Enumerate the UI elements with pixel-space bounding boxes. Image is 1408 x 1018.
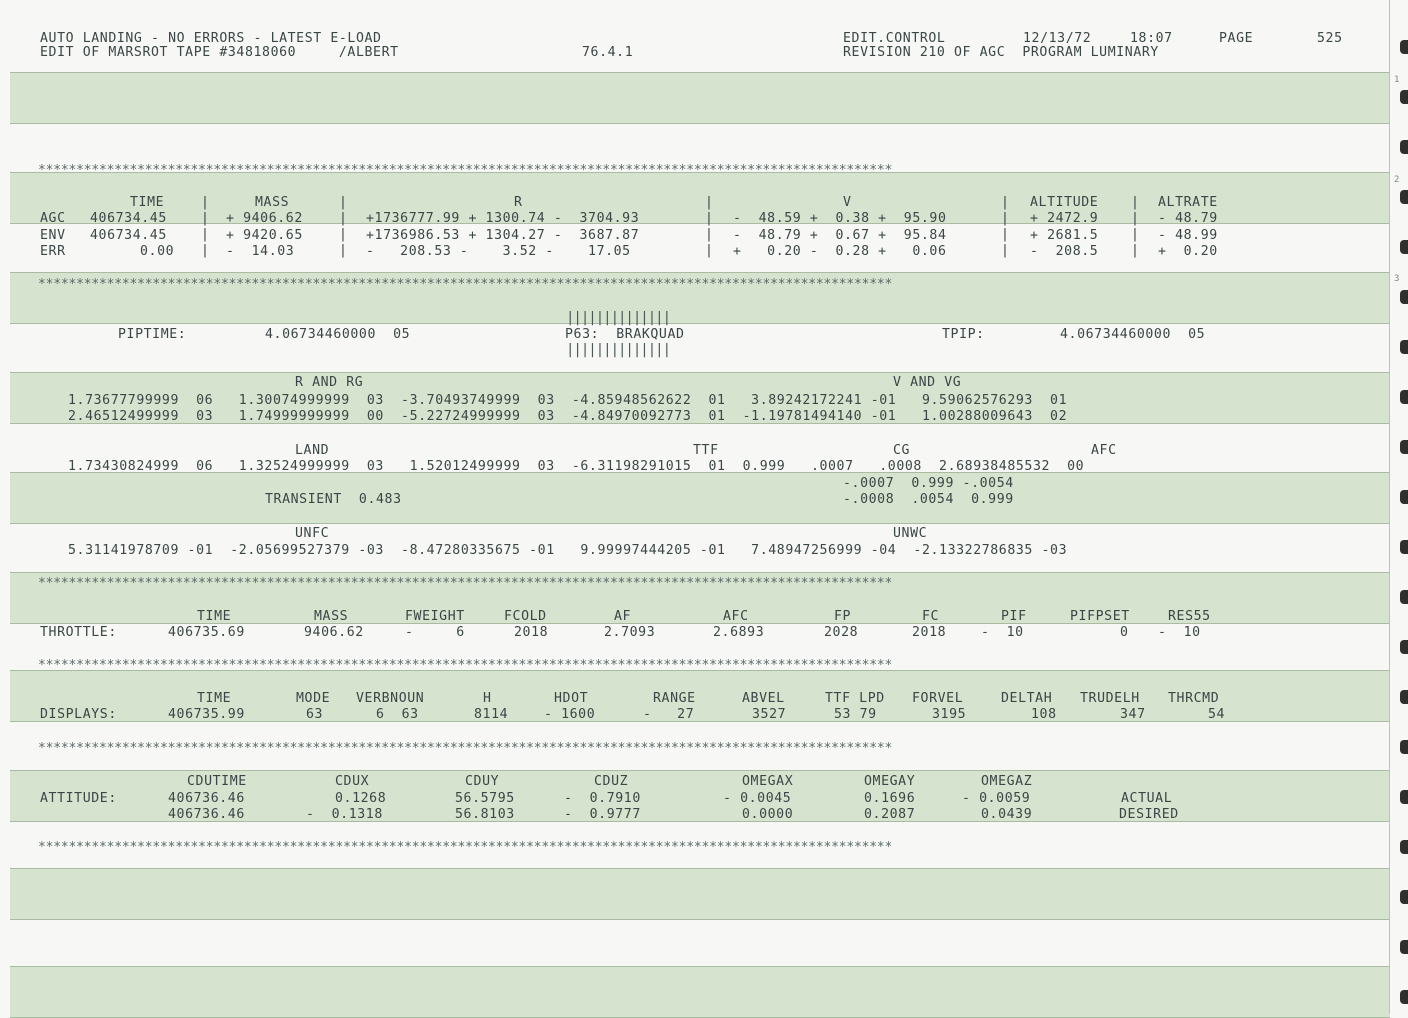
displays-cell: 406735.99 [168,707,245,722]
displays-cell: 3527 [752,707,787,722]
altrate-cell: - 48.79 [1158,211,1218,226]
attitude-cell: - 0.9777 [564,807,641,822]
column-header: MODE [296,691,331,706]
feed-hole-icon [1400,490,1408,504]
displays-cell: - 1600 [544,707,596,722]
paper-band [10,966,1390,1018]
program-bars: |||||||||||||| [566,310,671,326]
column-header: VERBNOUN [356,691,425,706]
column-header: PIF [1001,609,1027,624]
column-header: H [483,691,492,706]
version-number: 76.4.1 [582,45,634,60]
vector-row: 2.46512499999 03 1.74999999999 00 -5.22724999999 03 -4.84970092773 01 -1.19781494140 -01 1.00288009643 02 [68,409,1068,424]
displays-cell: 3195 [932,707,967,722]
column-divider: | | | | [201,195,210,258]
column-header: MASS [255,195,290,210]
column-divider: | | | | [705,195,714,258]
throttle-cell: - 6 [405,625,465,640]
desired-label: DESIRED [1119,807,1179,822]
attitude-cell: 0.0000 [742,807,794,822]
program-name: P63: BRAKQUAD [565,327,685,342]
feed-hole-icon [1400,340,1408,354]
piptime-label: PIPTIME: [118,327,187,342]
vector-row: 5.31141978709 -01 -2.05699527379 -03 -8.47280335675 -01 9.99997444205 -01 7.48947256999 -04 -2.13322786835 -03 [68,543,1068,558]
column-header: HDOT [554,691,589,706]
r-and-rg-label: R AND RG [295,375,364,390]
asterisk-separator: **************************************************************************************************************** [38,659,893,673]
column-header: CDUY [465,774,500,789]
column-header: TTF LPD [825,691,885,706]
paper-edge [1389,0,1390,1014]
column-header: ALTITUDE [1030,195,1099,210]
transient-value: TRANSIENT 0.483 [265,492,402,507]
column-header: FCOLD [504,609,547,624]
vector-row: 1.73430824999 06 1.32524999999 03 1.52012499999 03 -6.31198291015 01 0.999 .0007 .0008 2.68938485532 00 [68,459,1085,474]
column-header: FWEIGHT [405,609,465,624]
piptime-value: 4.06734460000 05 [265,327,411,342]
column-header: OMEGAY [864,774,916,789]
attitude-cell: 0.2087 [864,807,916,822]
altitude-cell: + 2472.9 [1030,211,1099,226]
paper-band [10,868,1390,920]
column-header: TIME [197,691,232,706]
feed-hole-icon [1400,840,1408,854]
row-label: ERR [40,244,66,259]
attitude-cell: 0.1696 [864,791,916,806]
throttle-cell: - 10 [1158,625,1201,640]
asterisk-separator: **************************************************************************************************************** [38,577,893,591]
column-divider: | | | | [1001,195,1010,258]
column-header: ALTRATE [1158,195,1218,210]
altitude-cell: - 208.5 [1030,244,1099,259]
print-time: 18:07 [1130,31,1173,46]
column-header: RES55 [1168,609,1211,624]
column-header: FP [834,609,852,624]
cg-matrix-row: -.0007 0.999 -.0054 [843,476,1014,491]
feed-hole-icon [1400,790,1408,804]
column-header: TRUDELH [1080,691,1140,706]
margin-mark: 1 [1394,75,1400,85]
throttle-cell: 2028 [824,625,859,640]
time-cell: 0.00 [140,244,175,259]
throttle-cell: 2018 [912,625,947,640]
margin-mark: 3 [1394,274,1400,284]
attitude-cell: - 0.1318 [306,807,383,822]
mass-cell: + 9406.62 [226,211,303,226]
altitude-cell: + 2681.5 [1030,228,1099,243]
paper-band [10,72,1390,124]
time-cell: 406734.45 [90,211,167,226]
v-and-vg-label: V AND VG [893,375,962,390]
column-header: R [514,195,523,210]
paper-band [10,472,1390,524]
cg-matrix-row: -.0008 .0054 0.999 [843,492,1014,507]
attitude-label: ATTITUDE: [40,791,117,806]
altrate-cell: - 48.99 [1158,228,1218,243]
throttle-cell: 0 [1120,625,1129,640]
feed-hole-icon [1400,440,1408,454]
feed-hole-icon [1400,690,1408,704]
afc-label: AFC [1091,443,1117,458]
feed-hole-icon [1400,140,1408,154]
column-header: FC [922,609,940,624]
column-header: V [843,195,852,210]
attitude-cell: 0.0439 [981,807,1033,822]
column-header: OMEGAZ [981,774,1033,789]
throttle-cell: 9406.62 [304,625,364,640]
feed-hole-icon [1400,740,1408,754]
throttle-cell: - 10 [981,625,1024,640]
displays-cell: 108 [1031,707,1057,722]
attitude-cell: 0.1268 [335,791,387,806]
r-cell: +1736986.53 + 1304.27 - 3687.87 [366,228,640,243]
displays-cell: 63 [306,707,324,722]
attitude-cell: 406736.46 [168,807,245,822]
page-label: PAGE [1219,31,1254,46]
vector-row: 1.73677799999 06 1.30074999999 03 -3.70493749999 03 -4.85948562622 01 3.89242172241 -01 9.59062576293 01 [68,393,1068,408]
land-label: LAND [295,443,330,458]
column-header: FORVEL [912,691,964,706]
report-title: AUTO LANDING - NO ERRORS - LATEST E-LOAD [40,31,382,46]
tpip-label: TPIP: [942,327,985,342]
unwc-label: UNWC [893,526,928,541]
column-header: DELTAH [1001,691,1053,706]
throttle-cell: 2018 [514,625,549,640]
program-bars: |||||||||||||| [566,342,671,358]
column-header: CDUTIME [187,774,247,789]
column-header: ABVEL [742,691,785,706]
feed-hole-icon [1400,540,1408,554]
feed-hole-icon [1400,940,1408,954]
row-label: ENV [40,228,66,243]
mass-cell: + 9420.65 [226,228,303,243]
column-header: AF [614,609,632,624]
displays-cell: 54 [1208,707,1226,722]
column-divider: | | | | [1131,195,1140,258]
print-date: 12/13/72 [1023,31,1092,46]
column-divider: | | | | [339,195,348,258]
displays-cell: 8114 [474,707,509,722]
attitude-cell: 56.8103 [455,807,515,822]
column-header: RANGE [653,691,696,706]
actual-label: ACTUAL [1121,791,1173,806]
displays-label: DISPLAYS: [40,707,117,722]
feed-hole-icon [1400,40,1408,54]
column-header: CDUZ [594,774,629,789]
attitude-cell: - 0.0059 [962,791,1031,806]
cg-label: CG [893,443,911,458]
unfc-label: UNFC [295,526,330,541]
v-cell: - 48.59 + 0.38 + 95.90 [733,211,947,226]
column-header: CDUX [335,774,370,789]
tape-edit-line: EDIT OF MARSROT TAPE #34818060 /ALBERT [40,45,399,60]
r-cell: +1736777.99 + 1300.74 - 3704.93 [366,211,640,226]
asterisk-separator: **************************************************************************************************************** [38,164,893,178]
column-header: OMEGAX [742,774,794,789]
throttle-cell: 406735.69 [168,625,245,640]
displays-cell: 6 63 [376,707,419,722]
feed-hole-icon [1400,590,1408,604]
throttle-cell: 2.6893 [713,625,765,640]
asterisk-separator: **************************************************************************************************************** [38,841,893,855]
time-cell: 406734.45 [90,228,167,243]
asterisk-separator: **************************************************************************************************************** [38,278,893,292]
feed-hole-icon [1400,640,1408,654]
attitude-cell: 56.5795 [455,791,515,806]
feed-hole-icon [1400,90,1408,104]
column-header: TIME [197,609,232,624]
page-number: 525 [1317,31,1343,46]
mass-cell: - 14.03 [226,244,295,259]
displays-cell: 53 79 [834,707,877,722]
margin-mark: 2 [1394,175,1400,185]
attitude-cell: - 0.0045 [723,791,792,806]
displays-cell: 347 [1120,707,1146,722]
column-header: TIME [130,195,165,210]
feed-hole-icon [1400,190,1408,204]
throttle-label: THROTTLE: [40,625,117,640]
feed-hole-icon [1400,290,1408,304]
row-label: AGC [40,211,66,226]
feed-hole-icon [1400,990,1408,1004]
feed-hole-icon [1400,890,1408,904]
column-header: MASS [314,609,349,624]
r-cell: - 208.53 - 3.52 - 17.05 [366,244,631,259]
v-cell: + 0.20 - 0.28 + 0.06 [733,244,947,259]
attitude-cell: 406736.46 [168,791,245,806]
feed-hole-icon [1400,390,1408,404]
tpip-value: 4.06734460000 05 [1060,327,1206,342]
revision-line: REVISION 210 OF AGC PROGRAM LUMINARY [843,45,1159,60]
column-header: PIFPSET [1070,609,1130,624]
column-header: THRCMD [1168,691,1220,706]
column-header: AFC [723,609,749,624]
v-cell: - 48.79 + 0.67 + 95.84 [733,228,947,243]
throttle-cell: 2.7093 [604,625,656,640]
attitude-cell: - 0.7910 [564,791,641,806]
edit-control-label: EDIT.CONTROL [843,31,946,46]
ttf-label: TTF [693,443,719,458]
feed-hole-icon [1400,240,1408,254]
asterisk-separator: **************************************************************************************************************** [38,742,893,756]
displays-cell: - 27 [643,707,695,722]
altrate-cell: + 0.20 [1158,244,1218,259]
